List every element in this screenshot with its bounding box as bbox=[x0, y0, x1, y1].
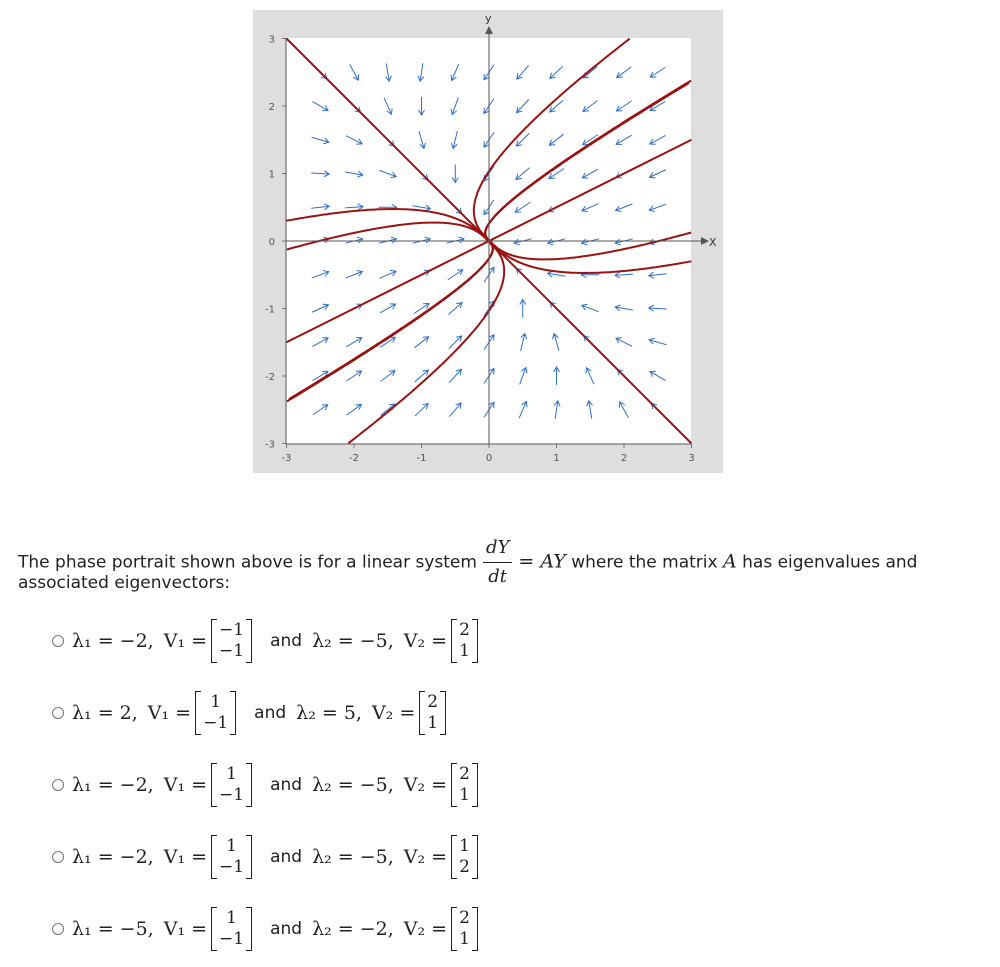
v1-label: V₁ = bbox=[147, 702, 192, 724]
eigenvector-1-bottom: −1 bbox=[203, 713, 229, 733]
lambda1: λ₁ = −2, bbox=[72, 630, 154, 652]
and-text: and bbox=[270, 919, 303, 939]
eigenvector-2 bbox=[451, 619, 478, 663]
lambda1: λ₁ = −2, bbox=[72, 846, 154, 868]
question-suffix-2: has eigenvalues and bbox=[742, 552, 918, 573]
v1-label: V₁ = bbox=[163, 774, 208, 796]
eigenvector-1-bottom: −1 bbox=[219, 857, 245, 877]
y-tick-label: 2 bbox=[268, 102, 275, 113]
eigenvector-2-top: 2 bbox=[427, 692, 439, 712]
y-tick-label: 0 bbox=[268, 237, 275, 248]
and-text: and bbox=[270, 847, 303, 867]
v2-label: V₂ = bbox=[403, 774, 448, 796]
lambda2: λ₂ = −2, bbox=[312, 918, 394, 940]
eigenvector-2 bbox=[451, 907, 478, 951]
radio-button[interactable] bbox=[52, 707, 64, 719]
eigenvector-1-top: 1 bbox=[210, 692, 222, 712]
derivative-fraction bbox=[483, 535, 512, 590]
eigenvector-2 bbox=[419, 691, 446, 735]
answer-option-2[interactable] bbox=[52, 688, 450, 738]
and-text: and bbox=[254, 703, 287, 723]
eigenvector-2 bbox=[451, 835, 478, 879]
v1-label: V₁ = bbox=[163, 918, 208, 940]
radio-button[interactable] bbox=[52, 779, 64, 791]
v2-label: V₂ = bbox=[403, 846, 448, 868]
radio-button[interactable] bbox=[52, 635, 64, 647]
x-tick-label: -2 bbox=[349, 453, 359, 464]
equation-rhs: = AY bbox=[518, 550, 566, 573]
question-suffix-1: where the matrix bbox=[571, 552, 718, 573]
and-text: and bbox=[270, 775, 303, 795]
eigenvector-1-bottom: −1 bbox=[219, 641, 245, 661]
question-prefix: The phase portrait shown above is for a linear system bbox=[18, 552, 477, 573]
eigenvector-1-top: 1 bbox=[226, 836, 237, 856]
lambda2: λ₂ = 5, bbox=[296, 702, 362, 724]
eigenvector-2-bottom: 1 bbox=[459, 929, 470, 949]
eigenvector-1 bbox=[211, 907, 252, 951]
matrix-symbol: A bbox=[722, 550, 737, 573]
eigenvector-2-top: 2 bbox=[459, 620, 470, 640]
x-tick-label: 3 bbox=[688, 453, 695, 464]
eigenvector-1 bbox=[211, 835, 252, 879]
eigenvector-1 bbox=[211, 763, 252, 807]
eigenvector-2 bbox=[451, 763, 478, 807]
question-line-2: associated eigenvectors: bbox=[18, 573, 231, 593]
x-tick-label: -1 bbox=[416, 453, 427, 464]
y-axis-label: y bbox=[485, 12, 492, 25]
eigenvector-1 bbox=[211, 619, 252, 663]
answer-option-5[interactable] bbox=[52, 904, 482, 954]
lambda2: λ₂ = −5, bbox=[312, 630, 394, 652]
eigenvector-2-bottom: 1 bbox=[459, 785, 470, 805]
eigenvector-1 bbox=[195, 691, 236, 735]
eigenvector-1-bottom: −1 bbox=[219, 929, 245, 949]
and-text: and bbox=[270, 631, 303, 651]
derivative-numerator: dY bbox=[483, 535, 512, 563]
radio-button[interactable] bbox=[52, 851, 64, 863]
y-tick-label: -3 bbox=[265, 439, 275, 451]
v2-label: V₂ = bbox=[403, 918, 448, 940]
derivative-denominator: dt bbox=[488, 566, 508, 587]
answer-option-4[interactable] bbox=[52, 832, 482, 882]
x-tick-label: -3 bbox=[281, 453, 292, 464]
y-tick-label: 1 bbox=[268, 169, 275, 181]
v2-label: V₂ = bbox=[371, 702, 416, 724]
eigenvector-2-top: 2 bbox=[459, 764, 470, 784]
x-axis-label: X bbox=[709, 236, 717, 249]
v2-label: V₂ = bbox=[403, 630, 448, 652]
lambda1: λ₁ = −2, bbox=[72, 774, 154, 796]
eigenvector-2-bottom: 1 bbox=[459, 641, 470, 661]
eigenvector-1-top: −1 bbox=[219, 620, 245, 640]
v1-label: V₁ = bbox=[163, 630, 208, 652]
phase-portrait bbox=[253, 10, 723, 473]
x-tick-label: 2 bbox=[620, 453, 628, 464]
lambda1: λ₁ = 2, bbox=[72, 702, 138, 724]
x-tick-label: 0 bbox=[485, 453, 493, 464]
eigenvector-2-bottom: 2 bbox=[459, 857, 470, 877]
y-tick-label: 3 bbox=[268, 34, 275, 46]
eigenvector-1-top: 1 bbox=[226, 908, 237, 928]
x-tick-label: 1 bbox=[553, 453, 560, 464]
lambda2: λ₂ = −5, bbox=[312, 774, 394, 796]
answer-option-3[interactable] bbox=[52, 760, 482, 810]
eigenvector-2-top: 1 bbox=[459, 836, 470, 856]
v1-label: V₁ = bbox=[163, 846, 208, 868]
answer-option-1[interactable] bbox=[52, 616, 482, 666]
radio-button[interactable] bbox=[52, 923, 64, 935]
eigenvector-1-top: 1 bbox=[226, 764, 237, 784]
y-tick-label: -2 bbox=[265, 372, 275, 383]
lambda1: λ₁ = −5, bbox=[72, 918, 154, 940]
lambda2: λ₂ = −5, bbox=[312, 846, 394, 868]
eigenvector-2-top: 2 bbox=[459, 908, 470, 928]
eigenvector-1-bottom: −1 bbox=[219, 785, 245, 805]
eigenvector-2-bottom: 1 bbox=[427, 713, 439, 733]
y-tick-label: -1 bbox=[265, 304, 275, 316]
